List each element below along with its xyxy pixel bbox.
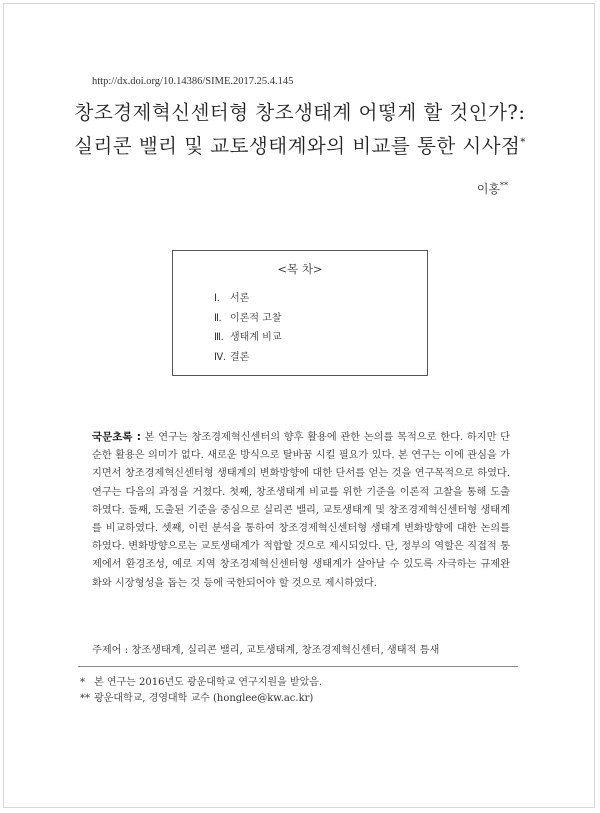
toc-item-number: Ⅰ.: [214, 293, 220, 304]
title-line-2-text: 실리콘 밸리 및 교토생태계와의 비교를 통한 시사점: [74, 134, 521, 158]
author: [477, 180, 508, 197]
title-line-1: 창조경제혁신센터형 창조생태계 어떻게 할 것인가?:: [74, 101, 526, 124]
toc-item: [214, 348, 281, 368]
toc-item-label: 서론: [230, 293, 250, 304]
title-line-2: [60, 128, 540, 162]
footnote-mark: **: [80, 693, 90, 704]
toc-list: [214, 289, 281, 367]
author-name: 이홍: [476, 182, 500, 196]
paper-title: [60, 98, 540, 162]
abstract-text: 본 연구는 창조경제혁신센터의 향후 활용에 관한 논의를 목적으로 한다. 하지만 단순한 활용은 의미가 없다. 새로운 방식으로 탈바꿈 시킬 필요가 있다. 본 연구는 이에 관심을 가지면서 창조경제혁신센터형 생태계의 변화방향에 대한 단서를 얻는 것을 연구목적으로 하였다. 연구는 다음의 과정을 거쳤다. 첫째, 창조생태계 비교를 위한 기준을 이론적 고찰을 통해 도출하였다. 둘째, 도출된 기준을 중심으로 실리콘 밸리, 교토생태계 및 창조경제혁신센터형 생태계를 비교하였다. 셋째, 이런 분석을 통하여 창조경제혁신센터형 생태계 변화방향에 대한 논의를 하였다. 변화방향으로는 교토생태계가 적합할 것으로 제시되었다. 단, 정부의 역할은 직접적 통제에서 환경조성, 예로 지역 창조경제혁신센터형 생태계가 살아날 수 있도록 자극하는 규제완화와 시장형성을 돕는 것 등에 국한되어야 할 것으로 제시하였다.: [92, 432, 510, 589]
footnote-mark: *: [80, 677, 85, 688]
footnote: [80, 691, 322, 707]
footnote-text: 본 연구는 2016년도 광운대학교 연구지원을 받았음.: [94, 677, 323, 688]
footnote-divider: [78, 666, 518, 667]
toc-item-number: Ⅲ.: [214, 332, 224, 343]
toc-item-label: 결론: [230, 351, 250, 363]
footnotes: [80, 675, 322, 707]
doi-link[interactable]: http://dx.doi.org/10.14386/SIME.2017.25.4.145: [92, 76, 294, 87]
toc-item-number: Ⅳ.: [214, 351, 226, 363]
footnote-text: 광운대학교, 경영대학 교수 (honglee@kw.ac.kr): [94, 693, 314, 704]
keywords: 주제어 : 창조생태계, 실리콘 밸리, 교토생태계, 창조경제혁신센터, 생태적 틈새: [92, 645, 440, 656]
toc-item: [214, 289, 281, 309]
toc-title: <목 차>: [277, 262, 323, 276]
toc-item: [214, 309, 281, 329]
toc-item-label: 생태계 비교: [230, 332, 282, 343]
footnote: [80, 675, 322, 691]
abstract-label: 국문초록 :: [92, 431, 141, 443]
author-footnote-mark: **: [500, 181, 508, 190]
toc-item: [214, 328, 281, 348]
title-footnote-mark: *: [520, 137, 526, 148]
abstract: [92, 428, 510, 593]
toc-item-number: Ⅱ.: [214, 312, 222, 324]
toc-item-label: 이론적 고찰: [230, 312, 282, 324]
table-of-contents: [172, 250, 428, 376]
